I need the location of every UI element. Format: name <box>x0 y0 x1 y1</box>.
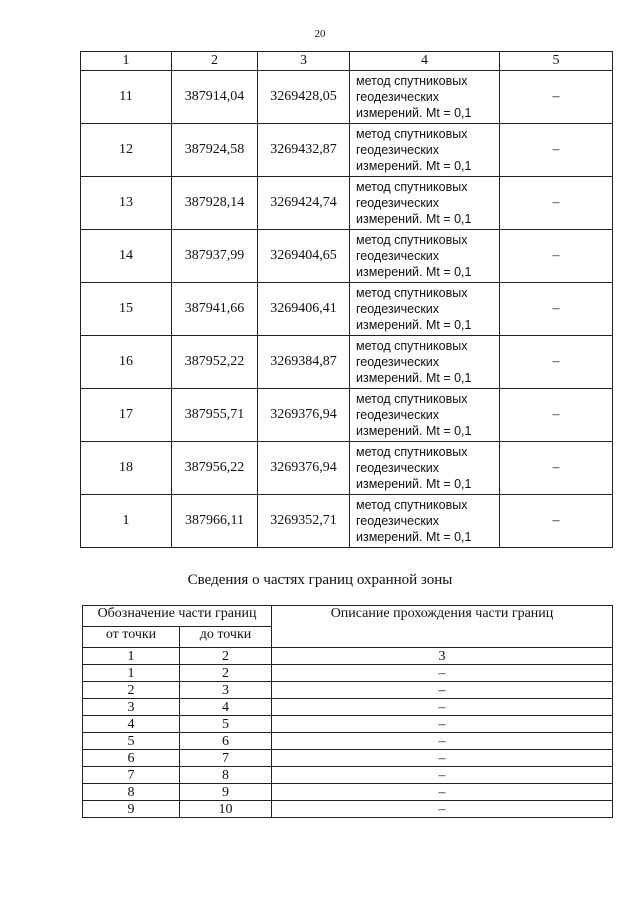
point-number-cell: 16 <box>81 336 172 389</box>
description-cell: – <box>272 682 613 699</box>
y-coordinate-cell: 3269424,74 <box>258 177 350 230</box>
description-cell: – <box>272 733 613 750</box>
boundary-parts-table-body <box>83 648 613 818</box>
from-point-cell: 1 <box>83 665 180 682</box>
note-cell: – <box>500 71 613 124</box>
from-point-cell: 2 <box>83 682 180 699</box>
method-line: измерений. Mt = 0,1 <box>356 477 472 491</box>
method-line: измерений. Mt = 0,1 <box>356 106 472 120</box>
method-line: геодезических <box>356 143 440 157</box>
table-row <box>81 124 613 177</box>
method-line: метод спутниковых <box>356 498 468 512</box>
method-line: геодезических <box>356 302 440 316</box>
coordinates-header-cell: 1 <box>81 52 172 71</box>
x-coordinate-cell: 387914,04 <box>172 71 258 124</box>
to-point-cell: 10 <box>180 801 272 818</box>
method-cell <box>350 442 500 495</box>
note-cell: – <box>500 389 613 442</box>
coordinates-table <box>80 51 613 548</box>
from-point-cell: 8 <box>83 784 180 801</box>
y-coordinate-cell: 3269384,87 <box>258 336 350 389</box>
table-row <box>83 750 613 767</box>
method-line: геодезических <box>356 355 440 369</box>
x-coordinate-cell: 387966,11 <box>172 495 258 548</box>
y-coordinate-cell: 3269406,41 <box>258 283 350 336</box>
y-coordinate-cell: 3269432,87 <box>258 124 350 177</box>
method-line: метод спутниковых <box>356 233 468 247</box>
table-row <box>83 716 613 733</box>
point-number-cell: 15 <box>81 283 172 336</box>
to-point-cell: 7 <box>180 750 272 767</box>
method-line: метод спутниковых <box>356 445 468 459</box>
method-line: метод спутниковых <box>356 392 468 406</box>
to-point-cell: 9 <box>180 784 272 801</box>
coordinates-header-row <box>81 52 613 71</box>
to-point-cell: 8 <box>180 767 272 784</box>
description-cell: – <box>272 784 613 801</box>
method-line: метод спутниковых <box>356 74 468 88</box>
to-point-cell: 6 <box>180 733 272 750</box>
table-row <box>83 682 613 699</box>
boundary-description-header: Описание прохождения части границ <box>272 606 613 648</box>
table-row <box>81 230 613 283</box>
table-row <box>83 733 613 750</box>
coordinates-table-body <box>81 71 613 548</box>
y-coordinate-cell: 3269376,94 <box>258 389 350 442</box>
x-coordinate-cell: 387937,99 <box>172 230 258 283</box>
table-row <box>81 71 613 124</box>
method-cell <box>350 336 500 389</box>
description-cell: – <box>272 716 613 733</box>
method-line: метод спутниковых <box>356 180 468 194</box>
y-coordinate-cell: 3269404,65 <box>258 230 350 283</box>
method-line: геодезических <box>356 196 440 210</box>
coordinates-header-cell: 3 <box>258 52 350 71</box>
method-cell <box>350 71 500 124</box>
description-cell: – <box>272 699 613 716</box>
method-cell <box>350 230 500 283</box>
y-coordinate-cell: 3269376,94 <box>258 442 350 495</box>
boundary-part-designation-header: Обозначение части границ <box>83 606 272 627</box>
method-cell <box>350 389 500 442</box>
x-coordinate-cell: 387955,71 <box>172 389 258 442</box>
to-point-cell: 2 <box>180 665 272 682</box>
note-cell: – <box>500 124 613 177</box>
point-number-cell: 17 <box>81 389 172 442</box>
method-line: геодезических <box>356 514 440 528</box>
boundary-parts-table <box>82 605 613 818</box>
description-cell: 3 <box>272 648 613 665</box>
x-coordinate-cell: 387924,58 <box>172 124 258 177</box>
method-cell <box>350 177 500 230</box>
to-point-cell: 2 <box>180 648 272 665</box>
table-row <box>83 665 613 682</box>
coordinates-header-cell: 2 <box>172 52 258 71</box>
note-cell: – <box>500 442 613 495</box>
point-number-cell: 11 <box>81 71 172 124</box>
page-number: 20 <box>314 28 326 40</box>
method-line: геодезических <box>356 249 440 263</box>
x-coordinate-cell: 387928,14 <box>172 177 258 230</box>
from-point-cell: 9 <box>83 801 180 818</box>
parts-header-row <box>83 606 613 627</box>
to-point-header: до точки <box>180 627 272 648</box>
method-cell <box>350 283 500 336</box>
method-line: измерений. Mt = 0,1 <box>356 530 472 544</box>
method-line: измерений. Mt = 0,1 <box>356 159 472 173</box>
table-row <box>81 177 613 230</box>
method-cell <box>350 495 500 548</box>
note-cell: – <box>500 495 613 548</box>
note-cell: – <box>500 283 613 336</box>
point-number-cell: 13 <box>81 177 172 230</box>
method-line: метод спутниковых <box>356 339 468 353</box>
note-cell: – <box>500 336 613 389</box>
method-line: геодезических <box>356 461 440 475</box>
from-point-cell: 4 <box>83 716 180 733</box>
method-line: измерений. Mt = 0,1 <box>356 212 472 226</box>
description-cell: – <box>272 801 613 818</box>
to-point-cell: 5 <box>180 716 272 733</box>
method-cell <box>350 124 500 177</box>
table-row <box>81 283 613 336</box>
method-line: метод спутниковых <box>356 127 468 141</box>
point-number-cell: 12 <box>81 124 172 177</box>
table-row <box>83 648 613 665</box>
method-line: геодезических <box>356 408 440 422</box>
coordinates-header-cell: 5 <box>500 52 613 71</box>
from-point-header: от точки <box>83 627 180 648</box>
table-row <box>81 495 613 548</box>
point-number-cell: 18 <box>81 442 172 495</box>
description-cell: – <box>272 665 613 682</box>
table-row <box>81 336 613 389</box>
from-point-cell: 5 <box>83 733 180 750</box>
to-point-cell: 4 <box>180 699 272 716</box>
method-line: геодезических <box>356 90 440 104</box>
method-line: измерений. Mt = 0,1 <box>356 424 472 438</box>
method-line: метод спутниковых <box>356 286 468 300</box>
table-row <box>83 784 613 801</box>
table-row <box>83 699 613 716</box>
x-coordinate-cell: 387952,22 <box>172 336 258 389</box>
section-title: Сведения о частях границ охранной зоны <box>187 572 453 588</box>
description-cell: – <box>272 767 613 784</box>
from-point-cell: 3 <box>83 699 180 716</box>
table-row <box>83 801 613 818</box>
table-row <box>81 389 613 442</box>
x-coordinate-cell: 387956,22 <box>172 442 258 495</box>
method-line: измерений. Mt = 0,1 <box>356 318 472 332</box>
coordinates-header-cell: 4 <box>350 52 500 71</box>
from-point-cell: 6 <box>83 750 180 767</box>
point-number-cell: 1 <box>81 495 172 548</box>
y-coordinate-cell: 3269428,05 <box>258 71 350 124</box>
table-row <box>83 767 613 784</box>
to-point-cell: 3 <box>180 682 272 699</box>
x-coordinate-cell: 387941,66 <box>172 283 258 336</box>
table-row <box>81 442 613 495</box>
y-coordinate-cell: 3269352,71 <box>258 495 350 548</box>
note-cell: – <box>500 177 613 230</box>
method-line: измерений. Mt = 0,1 <box>356 371 472 385</box>
description-cell: – <box>272 750 613 767</box>
point-number-cell: 14 <box>81 230 172 283</box>
note-cell: – <box>500 230 613 283</box>
from-point-cell: 7 <box>83 767 180 784</box>
method-line: измерений. Mt = 0,1 <box>356 265 472 279</box>
from-point-cell: 1 <box>83 648 180 665</box>
